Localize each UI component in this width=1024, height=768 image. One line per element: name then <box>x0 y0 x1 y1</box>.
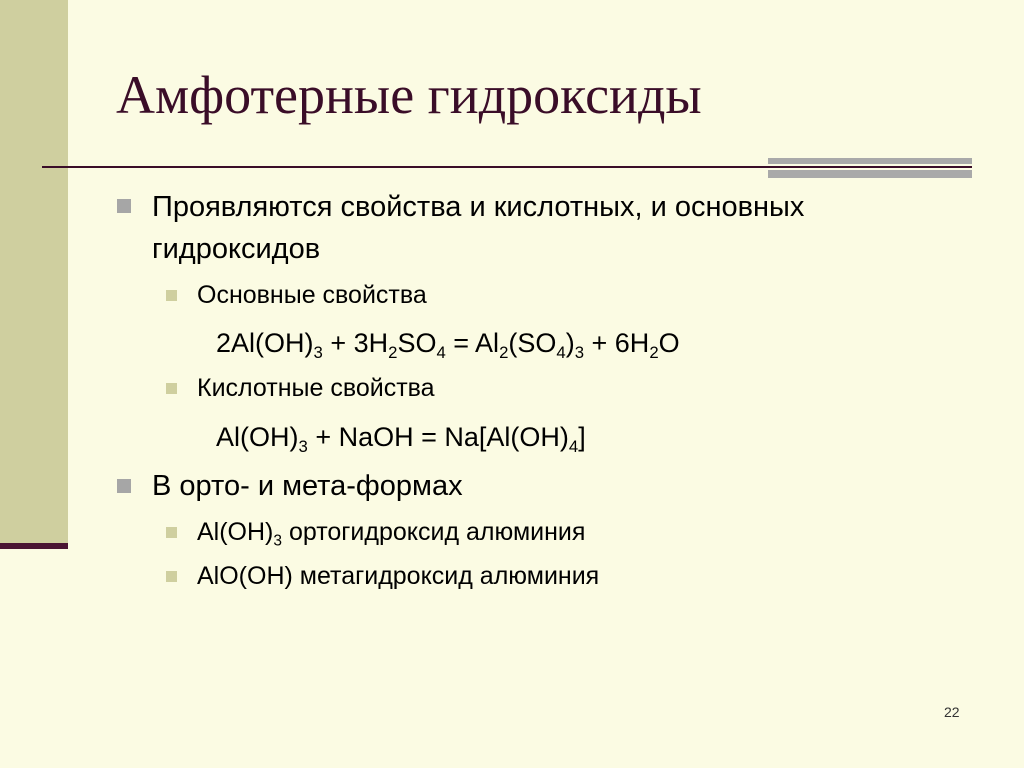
subscript: 4 <box>568 436 579 456</box>
subscript: 4 <box>556 342 566 362</box>
sub-item-meta: AlO(OH) метагидроксид алюминия <box>197 562 600 590</box>
equation-acidic: $Al(OH)_3$ + NaOH = $Na[Al(OH)_4]$ <box>216 422 586 456</box>
title-rule-accent <box>768 158 972 178</box>
subscript: 3 <box>298 436 308 456</box>
sub-bullet-square <box>166 571 177 582</box>
sub-bullet-square <box>166 383 177 394</box>
bullet-text-forms: В орто- и мета-формах <box>152 470 463 502</box>
subscript: 2 <box>649 342 659 362</box>
bullet-text-properties-cont: гидроксидов <box>152 233 321 265</box>
equation-basic: $2Al(OH)_3 + 3H_2SO_4 = Al_2(SO_4)_3 + 6H_2O$ <box>216 328 680 362</box>
subscript: 3 <box>313 342 323 362</box>
page-number: 22 <box>944 704 960 720</box>
bullet-text-properties: Проявляются свойства и кислотных, и основных <box>152 191 805 223</box>
slide-title: Амфотерные гидроксиды <box>116 65 702 125</box>
sub-bullet-square <box>166 527 177 538</box>
left-band-edge <box>0 543 68 549</box>
sub-bullet-square <box>166 290 177 301</box>
subscript: 2 <box>499 342 509 362</box>
sub-item-basic: Основные свойства <box>197 281 427 309</box>
sub-item-acidic: Кислотные свойства <box>197 374 435 402</box>
bullet-square <box>117 479 131 493</box>
bullet-square <box>117 199 131 213</box>
subscript: 3 <box>574 342 585 362</box>
subscript: 4 <box>436 342 446 362</box>
left-decorative-band <box>0 0 68 546</box>
sub-item-ortho: $Al(OH)_3$ ортогидроксид алюминия <box>197 518 586 550</box>
subscript: 2 <box>388 342 398 362</box>
subscript: 3 <box>273 532 283 550</box>
